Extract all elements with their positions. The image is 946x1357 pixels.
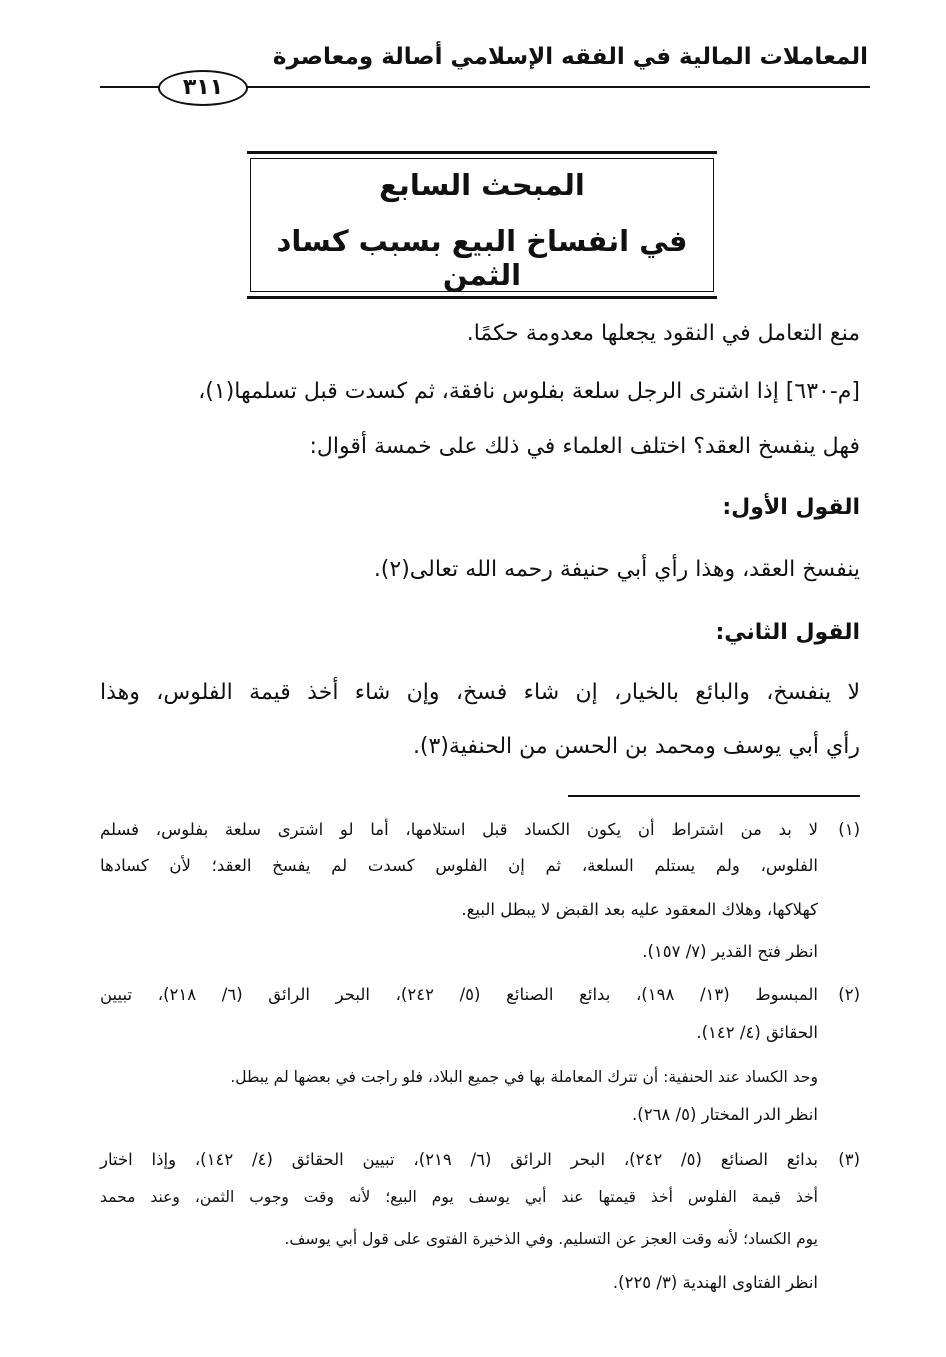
footnote-separator: [568, 795, 860, 797]
footnote-2-line-2: الحقائق (٤/ ١٤٢).: [696, 1023, 818, 1042]
opinion-2-text-line-2: رأي أبي يوسف ومحمد بن الحسن من الحنفية(٣).: [412, 734, 860, 759]
section-title: المبحث السابع: [379, 168, 585, 202]
footnote-1-number: (١): [838, 820, 860, 839]
footnote-3-line-3: يوم الكساد؛ لأنه وقت العجز عن التسليم. وفي الذخيرة الفتوى على قول أبي يوسف.: [284, 1230, 818, 1248]
footnote-1-line-1: لا بد من اشتراط أن يكون الكساد قبل استلامها، أما لو اشترى سلعة بفلوس، فسلم: [100, 820, 818, 839]
opinion-1-text: ينفسخ العقد، وهذا رأي أبي حنيفة رحمه الله تعالى(٢).: [373, 557, 860, 582]
footnote-2-reference: انظر الدر المختار (٥/ ٢٦٨).: [632, 1105, 818, 1124]
paragraph-rule-statement: منع التعامل في النقود يجعلها معدومة حكمًا.: [466, 321, 860, 346]
footnote-1-line-2: الفلوس، ولم يستلم السلعة، ثم إن الفلوس كسدت لم يفسخ العقد؛ لأن كسادها: [100, 856, 818, 875]
section-subtitle: في انفساخ البيع بسبب كساد الثمن: [276, 224, 688, 292]
section-title-box: [247, 151, 717, 299]
footnote-3-number: (٣): [838, 1150, 860, 1169]
running-header: المعاملات المالية في الفقه الإسلامي أصالة ومعاصرة: [272, 44, 868, 70]
page-number: ٣١١: [158, 70, 248, 106]
footnote-2-line-1: المبسوط (١٣/ ١٩٨)، بدائع الصنائع (٥/ ٢٤٢)، البحر الرائق (٦/ ٢١٨)، تبيين: [100, 985, 818, 1004]
footnote-2-number: (٢): [838, 985, 860, 1004]
opinion-2-text-line-1: لا ينفسخ، والبائع بالخيار، إن شاء فسخ، وإن شاء أخذ قيمة الفلوس، وهذا: [100, 680, 860, 705]
footnote-1-line-3: كهلاكها، وهلاك المعقود عليه بعد القبض لا يبطل البيع.: [461, 900, 818, 919]
paragraph-issue-line-2: فهل ينفسخ العقد؟ اختلف العلماء في ذلك على خمسة أقوال:: [309, 434, 860, 459]
opinion-heading-1: القول الأول:: [722, 495, 860, 520]
footnote-3-line-2: أخذ قيمة الفلوس أخذ قيمتها عند أبي يوسف يوم البيع؛ لأنه وقت وجوب الثمن، وعند محمد: [100, 1188, 818, 1206]
footnote-3-line-1: بدائع الصنائع (٥/ ٢٤٢)، البحر الرائق (٦/ ٢١٩)، تبيين الحقائق (٤/ ١٤٢)، وإذا اختار: [100, 1150, 819, 1169]
footnote-1-reference: انظر فتح القدير (٧/ ١٥٧).: [642, 942, 818, 961]
paragraph-issue-line-1: [م-٦٣٠] إذا اشترى الرجل سلعة بفلوس نافقة، ثم كسدت قبل تسلمها(١)،: [198, 379, 860, 404]
footnote-3-reference: انظر الفتاوى الهندية (٣/ ٢٢٥).: [612, 1273, 818, 1292]
footnote-2-line-3: وحد الكساد عند الحنفية: أن تترك المعاملة بها في جميع البلاد، فلو راجت في بعضها لم يبطل.: [230, 1068, 818, 1086]
opinion-heading-2: القول الثاني:: [715, 620, 860, 645]
